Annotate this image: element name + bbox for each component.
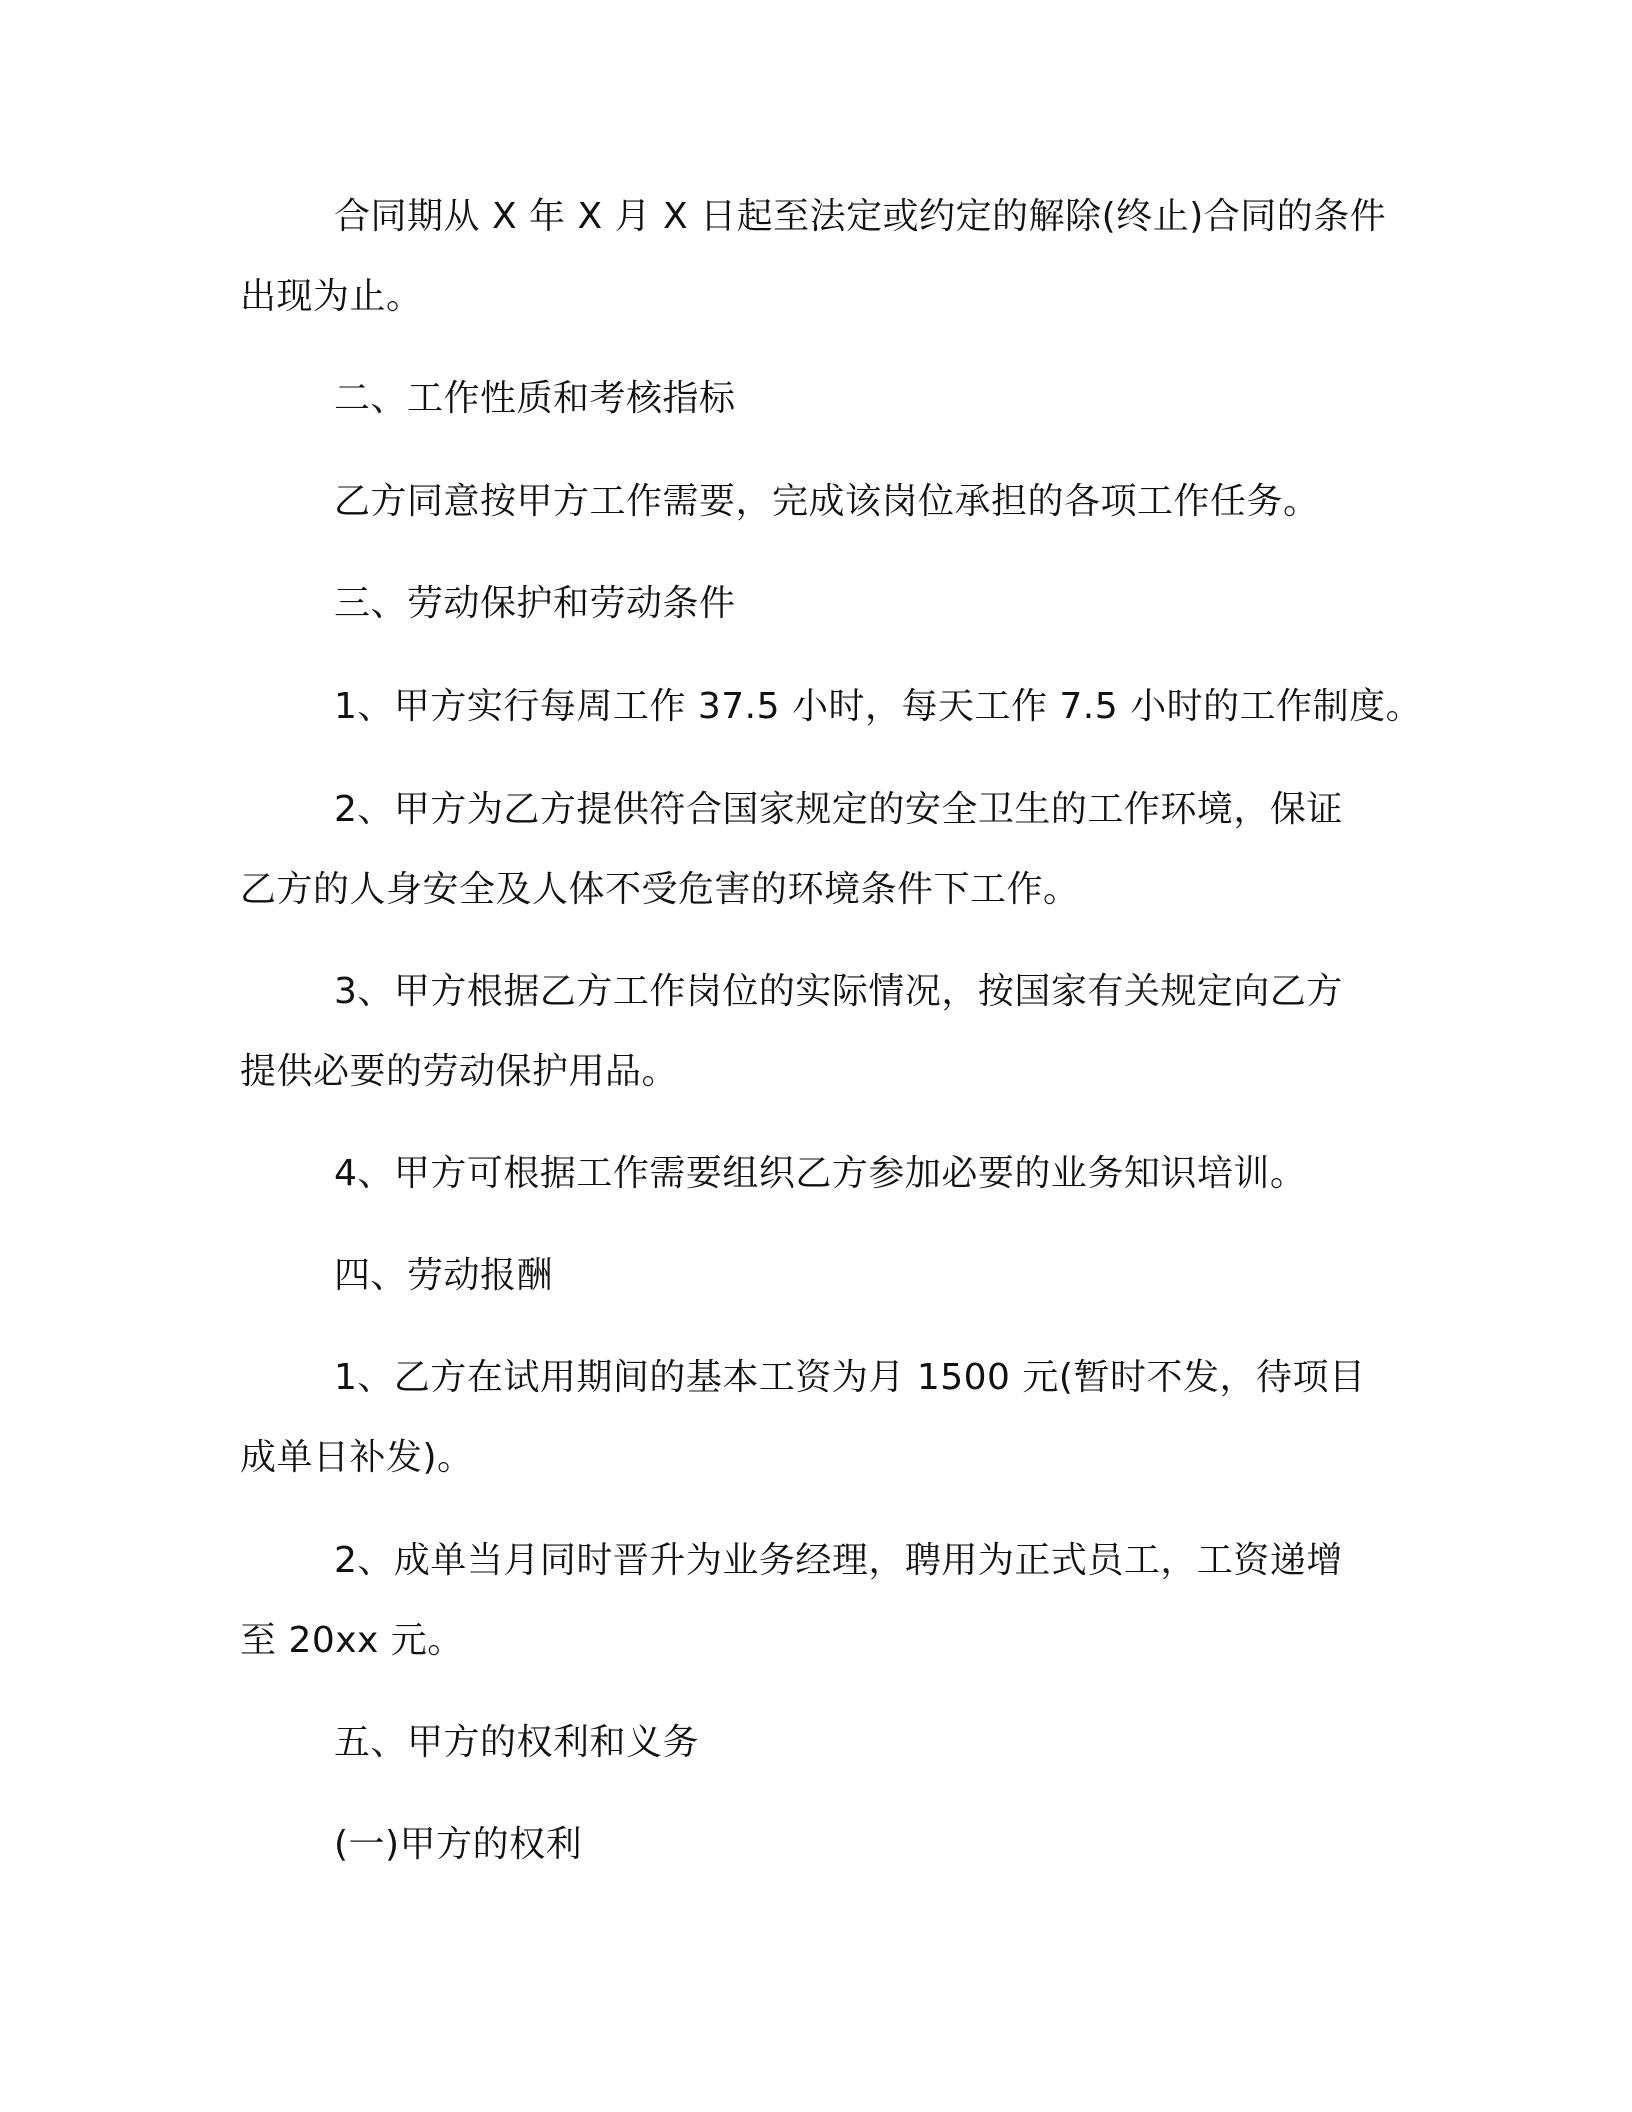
- section-heading-2: 二、工作性质和考核指标: [334, 378, 736, 419]
- item-3-4: 4、甲方可根据工作需要组织乙方参加必要的业务知识培训。: [334, 1153, 1307, 1194]
- item-4-2: 2、成单当月同时晋升为业务经理，聘用为正式员工，工资递增: [334, 1540, 1343, 1581]
- item-4-2-cont: 至 20xx 元。: [240, 1620, 464, 1661]
- item-3-2-cont: 乙方的人身安全及人体不受危害的环境条件下工作。: [240, 869, 1080, 910]
- paragraph-contract-period: 合同期从 X 年 X 月 X 日起至法定或约定的解除(终止)合同的条件: [334, 196, 1387, 237]
- section-heading-4: 四、劳动报酬: [334, 1255, 554, 1296]
- item-3-1: 1、甲方实行每周工作 37.5 小时，每天工作 7.5 小时的工作制度。: [334, 686, 1423, 727]
- section-heading-5: 五、甲方的权利和义务: [334, 1722, 700, 1763]
- section-heading-3: 三、劳动保护和劳动条件: [334, 583, 736, 624]
- item-3-3: 3、甲方根据乙方工作岗位的实际情况，按国家有关规定向乙方: [334, 971, 1343, 1012]
- item-3-2: 2、甲方为乙方提供符合国家规定的安全卫生的工作环境，保证: [334, 789, 1343, 830]
- paragraph-work-tasks: 乙方同意按甲方工作需要，完成该岗位承担的各项工作任务。: [334, 481, 1320, 522]
- item-4-1: 1、乙方在试用期间的基本工资为月 1500 元(暂时不发，待项目: [334, 1357, 1366, 1398]
- paragraph-contract-period-cont: 出现为止。: [240, 276, 423, 317]
- item-4-1-cont: 成单日补发)。: [240, 1437, 474, 1478]
- item-3-3-cont: 提供必要的劳动保护用品。: [240, 1051, 679, 1092]
- subsection-party-a-rights: (一)甲方的权利: [334, 1824, 583, 1865]
